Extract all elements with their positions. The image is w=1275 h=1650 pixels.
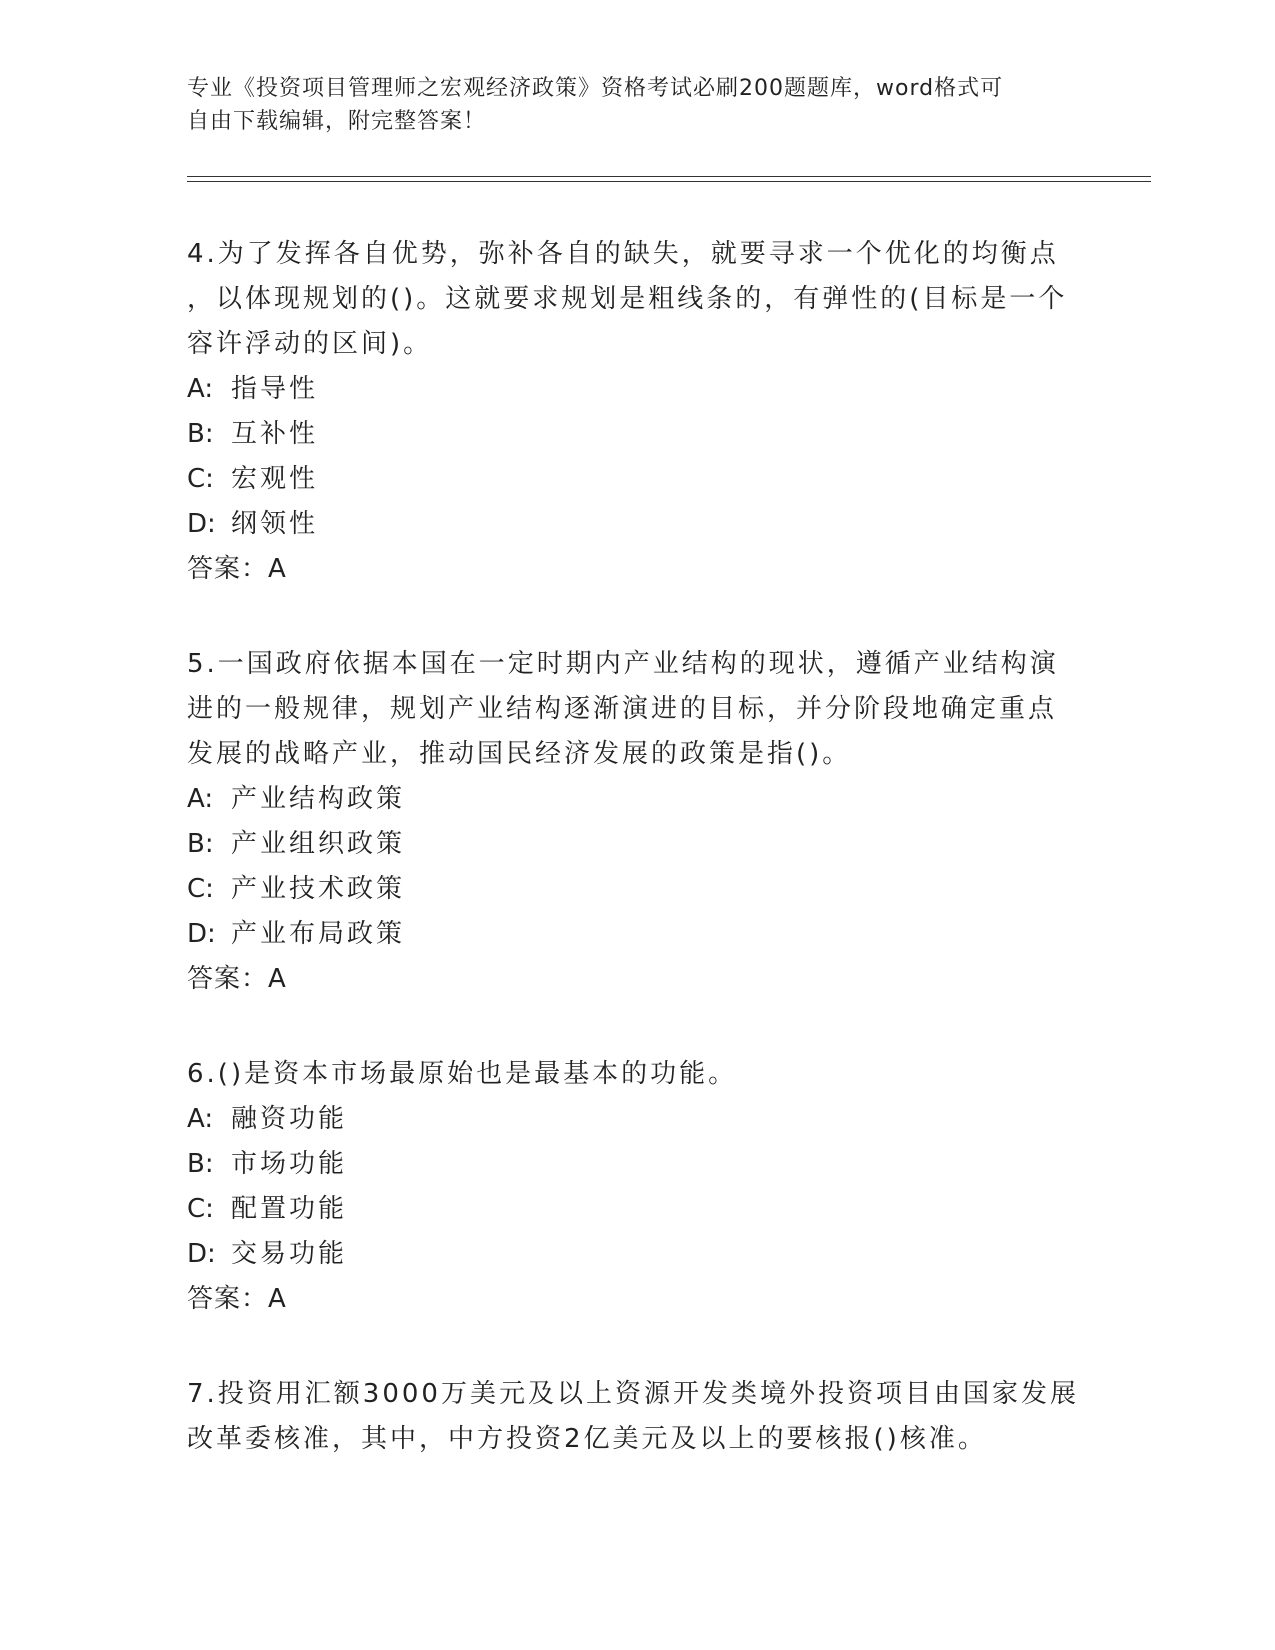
answer-line: 答案：A bbox=[187, 1284, 287, 1314]
option-text: 纲领性 bbox=[231, 509, 319, 539]
question-4 bbox=[187, 232, 1087, 592]
question-stem-line: 5.一国政府依据本国在一定时期内产业结构的现状，遵循产业结构演 bbox=[187, 649, 1059, 679]
option-a bbox=[187, 1097, 1087, 1142]
option-d bbox=[187, 1232, 1087, 1277]
question-stem-line: 7.投资用汇额3000万美元及以上资源开发类境外投资项目由国家发展 bbox=[187, 1379, 1079, 1409]
option-letter: A: bbox=[187, 1104, 214, 1134]
option-d bbox=[187, 912, 1087, 957]
option-letter: D: bbox=[187, 1239, 216, 1269]
header-divider-top bbox=[187, 176, 1151, 177]
option-letter: D: bbox=[187, 509, 216, 539]
option-text: 交易功能 bbox=[231, 1239, 348, 1269]
option-a bbox=[187, 777, 1087, 822]
option-letter: C: bbox=[187, 874, 214, 904]
option-letter: B: bbox=[187, 829, 214, 859]
header-line-1: 专业《投资项目管理师之宏观经济政策》资格考试必刷200题题库，word格式可 bbox=[187, 76, 1004, 101]
question-stem-line: 改革委核准，其中，中方投资2亿美元及以上的要核报()核准。 bbox=[187, 1424, 987, 1454]
option-text: 产业布局政策 bbox=[231, 919, 406, 949]
document-header bbox=[187, 72, 1087, 138]
option-letter: C: bbox=[187, 464, 214, 494]
question-stem-line: 容许浮动的区间)。 bbox=[187, 329, 433, 359]
option-text: 融资功能 bbox=[231, 1104, 348, 1134]
option-c bbox=[187, 1187, 1087, 1232]
option-text: 市场功能 bbox=[231, 1149, 348, 1179]
option-letter: C: bbox=[187, 1194, 214, 1224]
question-7 bbox=[187, 1372, 1087, 1462]
question-stem-line: 6.()是资本市场最原始也是最基本的功能。 bbox=[187, 1059, 738, 1089]
option-c bbox=[187, 867, 1087, 912]
question-5 bbox=[187, 642, 1087, 1002]
option-text: 产业技术政策 bbox=[231, 874, 406, 904]
question-stem-line: 进的一般规律，规划产业结构逐渐演进的目标，并分阶段地确定重点 bbox=[187, 694, 1058, 724]
option-a bbox=[187, 367, 1087, 412]
option-text: 产业结构政策 bbox=[231, 784, 406, 814]
option-b bbox=[187, 822, 1087, 867]
question-stem-line: 发展的战略产业，推动国民经济发展的政策是指()。 bbox=[187, 739, 852, 769]
header-divider-bottom bbox=[187, 181, 1151, 182]
answer-line: 答案：A bbox=[187, 554, 287, 584]
option-b bbox=[187, 1142, 1087, 1187]
header-line-2: 自由下载编辑，附完整答案！ bbox=[187, 109, 487, 134]
option-text: 配置功能 bbox=[231, 1194, 348, 1224]
option-text: 互补性 bbox=[231, 419, 319, 449]
option-letter: A: bbox=[187, 784, 214, 814]
option-b bbox=[187, 412, 1087, 457]
answer-line: 答案：A bbox=[187, 964, 287, 994]
option-text: 产业组织政策 bbox=[231, 829, 406, 859]
option-text: 指导性 bbox=[231, 374, 319, 404]
question-6 bbox=[187, 1052, 1087, 1322]
option-text: 宏观性 bbox=[231, 464, 319, 494]
question-stem-line: ，以体现规划的()。这就要求规划是粗线条的，有弹性的(目标是一个 bbox=[187, 284, 1068, 314]
option-letter: A: bbox=[187, 374, 214, 404]
option-d bbox=[187, 502, 1087, 547]
option-letter: B: bbox=[187, 419, 214, 449]
question-stem-line: 4.为了发挥各自优势，弥补各自的缺失，就要寻求一个优化的均衡点 bbox=[187, 239, 1059, 269]
option-c bbox=[187, 457, 1087, 502]
option-letter: D: bbox=[187, 919, 216, 949]
option-letter: B: bbox=[187, 1149, 214, 1179]
